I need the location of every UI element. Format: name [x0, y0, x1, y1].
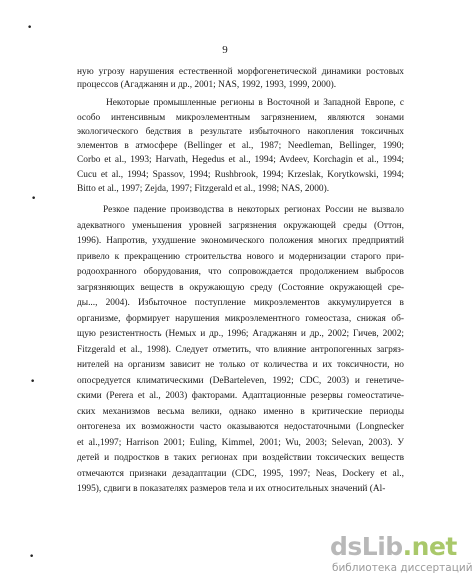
text-line: элементов в атмосфере (Bellinger et al., 1987; Needleman, Bellinger, 1990;	[77, 141, 404, 151]
text-line: онтогенеза их возможности часто оказываются недостаточными (Longnecker	[77, 422, 404, 432]
margin-mark: •	[27, 23, 33, 33]
text-line: Bitto et al., 1997; Zejda, 1997; Fitzgerald et al., 1998; NAS, 2000).	[77, 184, 330, 194]
text-line: щую резистентность (Немых и др., 1996; Агаджанян и др., 2002; Гичев, 2002;	[77, 329, 404, 339]
text-line: адекватного уменьшения уровней загрязнения окружающей среды (Оттон,	[77, 221, 404, 231]
text-line: ды..., 2004). Избыточное поступление микроэлементов аккумулируется в	[77, 298, 404, 308]
text-line: экологического бедствия в результате избыточного накопления токсичных	[77, 127, 404, 137]
text-line: привело к прекращению строительства нового и модернизации старого при-	[77, 252, 404, 262]
margin-mark: •	[29, 552, 35, 562]
text-line: Резкое падение производства в некоторых регионах России не вызвало	[103, 205, 404, 215]
text-line: организме, формирует нарушения микроэлементного гомеостаза, снижая об-	[77, 314, 404, 324]
text-line: родоохранного оборудования, что сопровождается продолжением выбросов	[77, 267, 404, 277]
margin-mark: •	[30, 377, 36, 387]
text-line: скими (Perera et al., 2003) факторами. Адаптационные резервы гомеостатиче-	[77, 391, 404, 401]
text-line: Cucu et al., 1994; Spassov, 1994; Rushbrook, 1994; Krzeslak, Korytkowski, 1994;	[77, 170, 404, 180]
page-number: 9	[222, 44, 228, 56]
text-line: et al.,1997; Harrison 2001; Euling, Kimmel, 2001; Wu, 2003; Selevan, 2003). У	[77, 438, 404, 448]
watermark-logo	[330, 532, 457, 561]
text-line: нителей на организм зависит не только от количества и их токсичности, но	[77, 360, 404, 370]
text-line: Corbo et al., 1993; Harvath, Hegedus et al., 1994; Avdeev, Korchagin et al., 1994;	[77, 155, 404, 165]
text-line: процессов (Агаджанян и др., 2001; NAS, 1992, 1993, 1999, 2000).	[77, 80, 337, 90]
text-line: 1995), сдвиги в показателях размеров тела и их относительных значений (Al-	[77, 484, 386, 494]
text-line: опосредуется климатическими (DeBarteleven, 1992; CDC, 2003) и генетиче-	[77, 376, 404, 386]
text-line: 1996). Напротив, ухудшение экономического положения многих предприятий	[77, 236, 404, 246]
watermark-logo-main: dsLib	[330, 532, 403, 561]
watermark-subtitle: библиотека диссертаций	[332, 562, 473, 574]
text-line: Fitzgerald et al., 1998). Следует отметить, что влияние антропогенных загряз-	[77, 345, 404, 355]
text-line: ную угрозу нарушения естественной морфогенетической динамики ростовых	[77, 67, 404, 77]
text-line: особо интенсивным микроэлементным загрязнением, являются зонами	[77, 113, 404, 123]
text-line: отмечаются признаки дезадаптации (CDC, 1995, 1997; Neas, Dockery et al.,	[77, 469, 404, 479]
text-line: Некоторые промышленные регионы в Восточной и Западной Европе, с	[106, 98, 404, 108]
text-line: загрязняющих веществ в окружающую среду (Состояние окружающей сре-	[77, 283, 404, 293]
text-line: детей и подростков в таких регионах при воздействии токсических веществ	[77, 453, 404, 463]
site-watermark	[330, 532, 473, 576]
margin-mark: •	[31, 194, 37, 204]
watermark-logo-tld: .net	[402, 532, 457, 561]
text-line: ских механизмов весьма велики, однако именно в критические периоды	[77, 407, 404, 417]
